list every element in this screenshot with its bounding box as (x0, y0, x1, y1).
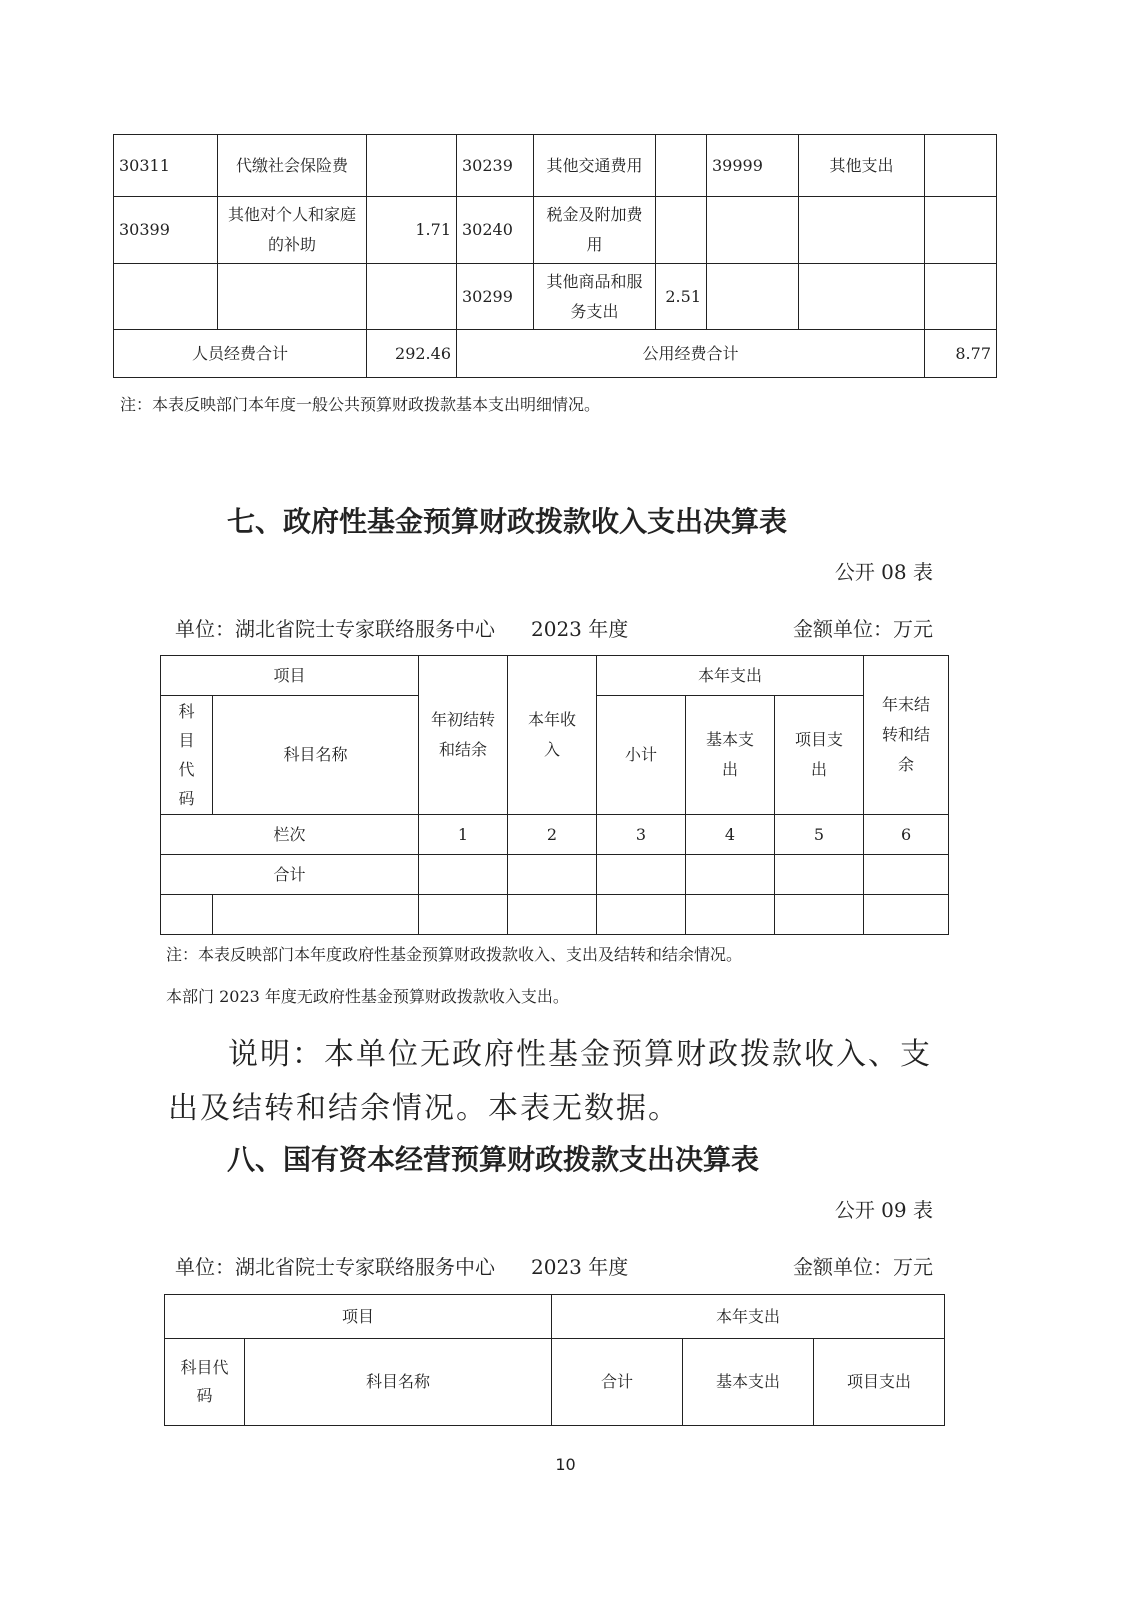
header-name: 科目名称 (245, 1339, 552, 1426)
section-title: 八、国有资本经营预算财政拨款支出决算表 (227, 1143, 760, 1176)
table-cell: 其他支出 (799, 135, 925, 197)
table-cell (419, 895, 508, 935)
table-cell (367, 264, 457, 330)
table-cell: 其他对个人和家庭的补助 (218, 197, 367, 264)
table-row (114, 264, 997, 330)
table-cell: 30399 (114, 197, 218, 264)
column-number: 4 (686, 815, 775, 855)
header-code: 科目代码 (161, 696, 213, 815)
header-begin-balance: 年初结转和结余 (419, 656, 508, 815)
table-cell (775, 895, 864, 935)
table-cell (925, 135, 997, 197)
table-cell: 税金及附加费用 (534, 197, 656, 264)
header-item: 项目 (161, 656, 419, 696)
amount-unit-label: 金额单位：万元 (793, 617, 933, 641)
table-total-row (161, 855, 949, 895)
table-cell (656, 135, 707, 197)
table-cell: 2.51 (656, 264, 707, 330)
table-cell (508, 895, 597, 935)
table-header-row (165, 1295, 945, 1339)
unit-label: 单位：湖北省院士专家联络服务中心 (175, 1255, 495, 1279)
header-total: 合计 (552, 1339, 683, 1426)
table-cell: 代缴社会保险费 (218, 135, 367, 197)
table-note-2: 本部门 2023 年度无政府性基金预算财政拨款收入支出。 (166, 987, 569, 1006)
year-label: 2023 年度 (531, 617, 629, 641)
personnel-total-label: 人员经费合计 (114, 330, 367, 378)
table-cell (799, 264, 925, 330)
header-project: 项目支出 (775, 696, 864, 815)
table-cell (419, 855, 508, 895)
table-cell: 其他交通费用 (534, 135, 656, 197)
table-cell (218, 264, 367, 330)
column-number: 1 (419, 815, 508, 855)
table-cell (686, 895, 775, 935)
table-cell (508, 855, 597, 895)
table-cell (597, 855, 686, 895)
table-cell (686, 855, 775, 895)
table-cell: 其他商品和服务支出 (534, 264, 656, 330)
table-cell (213, 895, 419, 935)
table-cell (597, 895, 686, 935)
header-basic: 基本支出 (683, 1339, 814, 1426)
table-cell: 30311 (114, 135, 218, 197)
table-cell (925, 197, 997, 264)
table-cell: 1.71 (367, 197, 457, 264)
table-cell (707, 197, 799, 264)
column-number: 5 (775, 815, 864, 855)
table-number: 公开 08 表 (834, 560, 933, 584)
table-cell (114, 264, 218, 330)
personnel-total-value: 292.46 (367, 330, 457, 378)
public-total-value: 8.77 (925, 330, 997, 378)
table-header-row (165, 1339, 945, 1426)
table-cell (864, 895, 949, 935)
table-cell (367, 135, 457, 197)
table-cell (799, 197, 925, 264)
state-capital-table (164, 1294, 945, 1426)
table-row (114, 197, 997, 264)
header-subtotal: 小计 (597, 696, 686, 815)
table-total-row (114, 330, 997, 378)
table-cell (656, 197, 707, 264)
table-cell (864, 855, 949, 895)
header-end-balance: 年末结转和结余 (864, 656, 949, 815)
table-note: 注：本表反映部门本年度一般公共预算财政拨款基本支出明细情况。 (120, 395, 601, 414)
table-cell (161, 895, 213, 935)
table-row (114, 135, 997, 197)
header-expense-group: 本年支出 (552, 1295, 945, 1339)
header-item: 项目 (165, 1295, 552, 1339)
column-number: 3 (597, 815, 686, 855)
unit-label: 单位：湖北省院士专家联络服务中心 (175, 617, 495, 641)
table-row (161, 815, 949, 855)
explanation-paragraph: 说明：本单位无政府性基金预算财政拨款收入、支出及结转和结余情况。本表无数据。 (168, 1037, 932, 1126)
column-number: 6 (864, 815, 949, 855)
table-cell: 39999 (707, 135, 799, 197)
table-cell: 30299 (457, 264, 534, 330)
table-header-row (161, 656, 949, 696)
table-row (161, 895, 949, 935)
public-total-label: 公用经费合计 (457, 330, 925, 378)
header-income: 本年收入 (508, 656, 597, 815)
section-title: 七、政府性基金预算财政拨款收入支出决算表 (227, 505, 788, 538)
header-expense-group: 本年支出 (597, 656, 864, 696)
table-note: 注：本表反映部门本年度政府性基金预算财政拨款收入、支出及结转和结余情况。 (166, 945, 743, 964)
amount-unit-label: 金额单位：万元 (793, 1255, 933, 1279)
table-cell (925, 264, 997, 330)
table-cell (707, 264, 799, 330)
header-project: 项目支出 (814, 1339, 945, 1426)
header-name: 科目名称 (213, 696, 419, 815)
table-number: 公开 09 表 (834, 1198, 933, 1222)
table-cell: 30240 (457, 197, 534, 264)
total-label: 合计 (161, 855, 419, 895)
header-code: 科目代码 (165, 1339, 245, 1426)
basic-expenditure-detail-table (113, 134, 997, 378)
table-cell (775, 855, 864, 895)
table-cell: 30239 (457, 135, 534, 197)
header-basic: 基本支出 (686, 696, 775, 815)
column-row-label: 栏次 (161, 815, 419, 855)
page-number: 10 (555, 1455, 576, 1474)
gov-fund-table (160, 655, 949, 935)
column-number: 2 (508, 815, 597, 855)
year-label: 2023 年度 (531, 1255, 629, 1279)
